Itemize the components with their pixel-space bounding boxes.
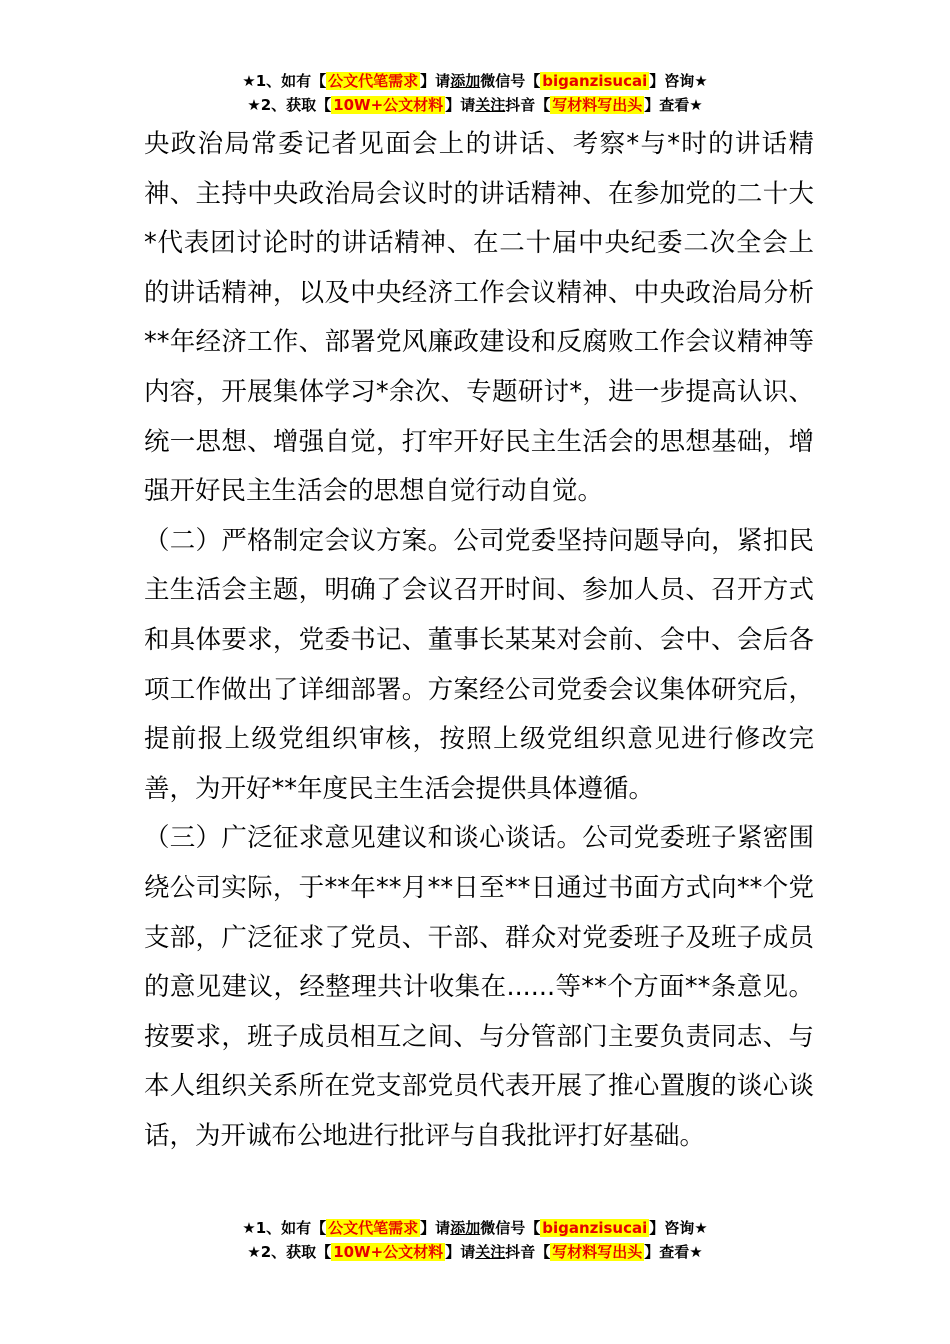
promo-text: 】查看★ bbox=[644, 1243, 703, 1261]
promo-line-2 bbox=[0, 1241, 950, 1265]
paragraph-3: （三）广泛征求意见建议和谈心谈话。公司党委班子紧密围绕公司实际，于**年**月**日至**日通过书面方式向**个党支部，广泛征求了党员、干部、群众对党委班子及班子成员的意见建议，经整理共计收集在......等**个方面**条意见。按要求，班子成员相互之间、与分管部门主要负责同志、与本人组织关系所在党支部党员代表开展了推心置腹的谈心谈话，为开诚布公地进行批评与自我批评打好基础。 bbox=[144, 823, 814, 1151]
promo-highlight: biganzisucai bbox=[542, 72, 648, 90]
promo-text: ★1、如有【 bbox=[242, 1219, 327, 1237]
promo-underlined: 关注 bbox=[475, 1243, 506, 1261]
promo-text: 】请 bbox=[445, 1243, 476, 1261]
promo-text: 】请 bbox=[420, 1219, 451, 1237]
promo-text: 】咨询★ bbox=[649, 1219, 708, 1237]
promo-header bbox=[0, 70, 950, 118]
paragraph-2: （二）严格制定会议方案。公司党委坚持问题导向，紧扣民主生活会主题，明确了会议召开时间、参加人员、召开方式和具体要求，党委书记、董事长某某对会前、会中、会后各项工作做出了详细部署。方案经公司党委会议集体研究后，提前报上级党组织审核，按照上级党组织意见进行修改完善，为开好**年度民主生活会提供具体遵循。 bbox=[144, 525, 814, 804]
promo-line-1 bbox=[0, 1217, 950, 1241]
promo-text: ★2、获取【 bbox=[247, 1243, 332, 1261]
promo-underlined: 添加 bbox=[450, 72, 481, 90]
paragraph-1: 央政治局常委记者见面会上的讲话、考察*与*时的讲话精神、主持中央政治局会议时的讲话精神、在参加党的二十大*代表团讨论时的讲话精神、在二十届中央纪委二次全会上的讲话精神，以及中央经济工作会议精神、中央政治局分析**年经济工作、部署党风廉政建设和反腐败工作会议精神等内容，开展集体学习*余次、专题研讨*，进一步提高认识、统一思想、增强自觉，打牢开好民主生活会的思想基础，增强开好民主生活会的思想自觉行动自觉。 bbox=[144, 129, 814, 507]
promo-text: 】请 bbox=[445, 96, 476, 114]
promo-highlight: 10W+公文材料 bbox=[333, 1243, 444, 1261]
promo-text: 微信号【 bbox=[480, 1219, 541, 1237]
promo-text: 】查看★ bbox=[644, 96, 703, 114]
promo-text: ★1、如有【 bbox=[242, 72, 327, 90]
promo-highlight: biganzisucai bbox=[542, 1219, 648, 1237]
promo-highlight: 写材料写出头 bbox=[552, 1243, 643, 1261]
promo-footer bbox=[0, 1217, 950, 1265]
promo-underlined: 添加 bbox=[450, 1219, 481, 1237]
promo-highlight: 公文代笔需求 bbox=[328, 1219, 419, 1237]
promo-highlight: 公文代笔需求 bbox=[328, 72, 419, 90]
promo-text: 抖音【 bbox=[505, 1243, 551, 1261]
promo-line-2 bbox=[0, 94, 950, 118]
promo-underlined: 关注 bbox=[475, 96, 506, 114]
promo-text: 】咨询★ bbox=[649, 72, 708, 90]
promo-text: 】请 bbox=[420, 72, 451, 90]
promo-text: 微信号【 bbox=[480, 72, 541, 90]
promo-text: 抖音【 bbox=[505, 96, 551, 114]
promo-highlight: 10W+公文材料 bbox=[333, 96, 444, 114]
promo-text: ★2、获取【 bbox=[247, 96, 332, 114]
promo-highlight: 写材料写出头 bbox=[552, 96, 643, 114]
promo-line-1 bbox=[0, 70, 950, 94]
document-body bbox=[144, 120, 814, 1161]
